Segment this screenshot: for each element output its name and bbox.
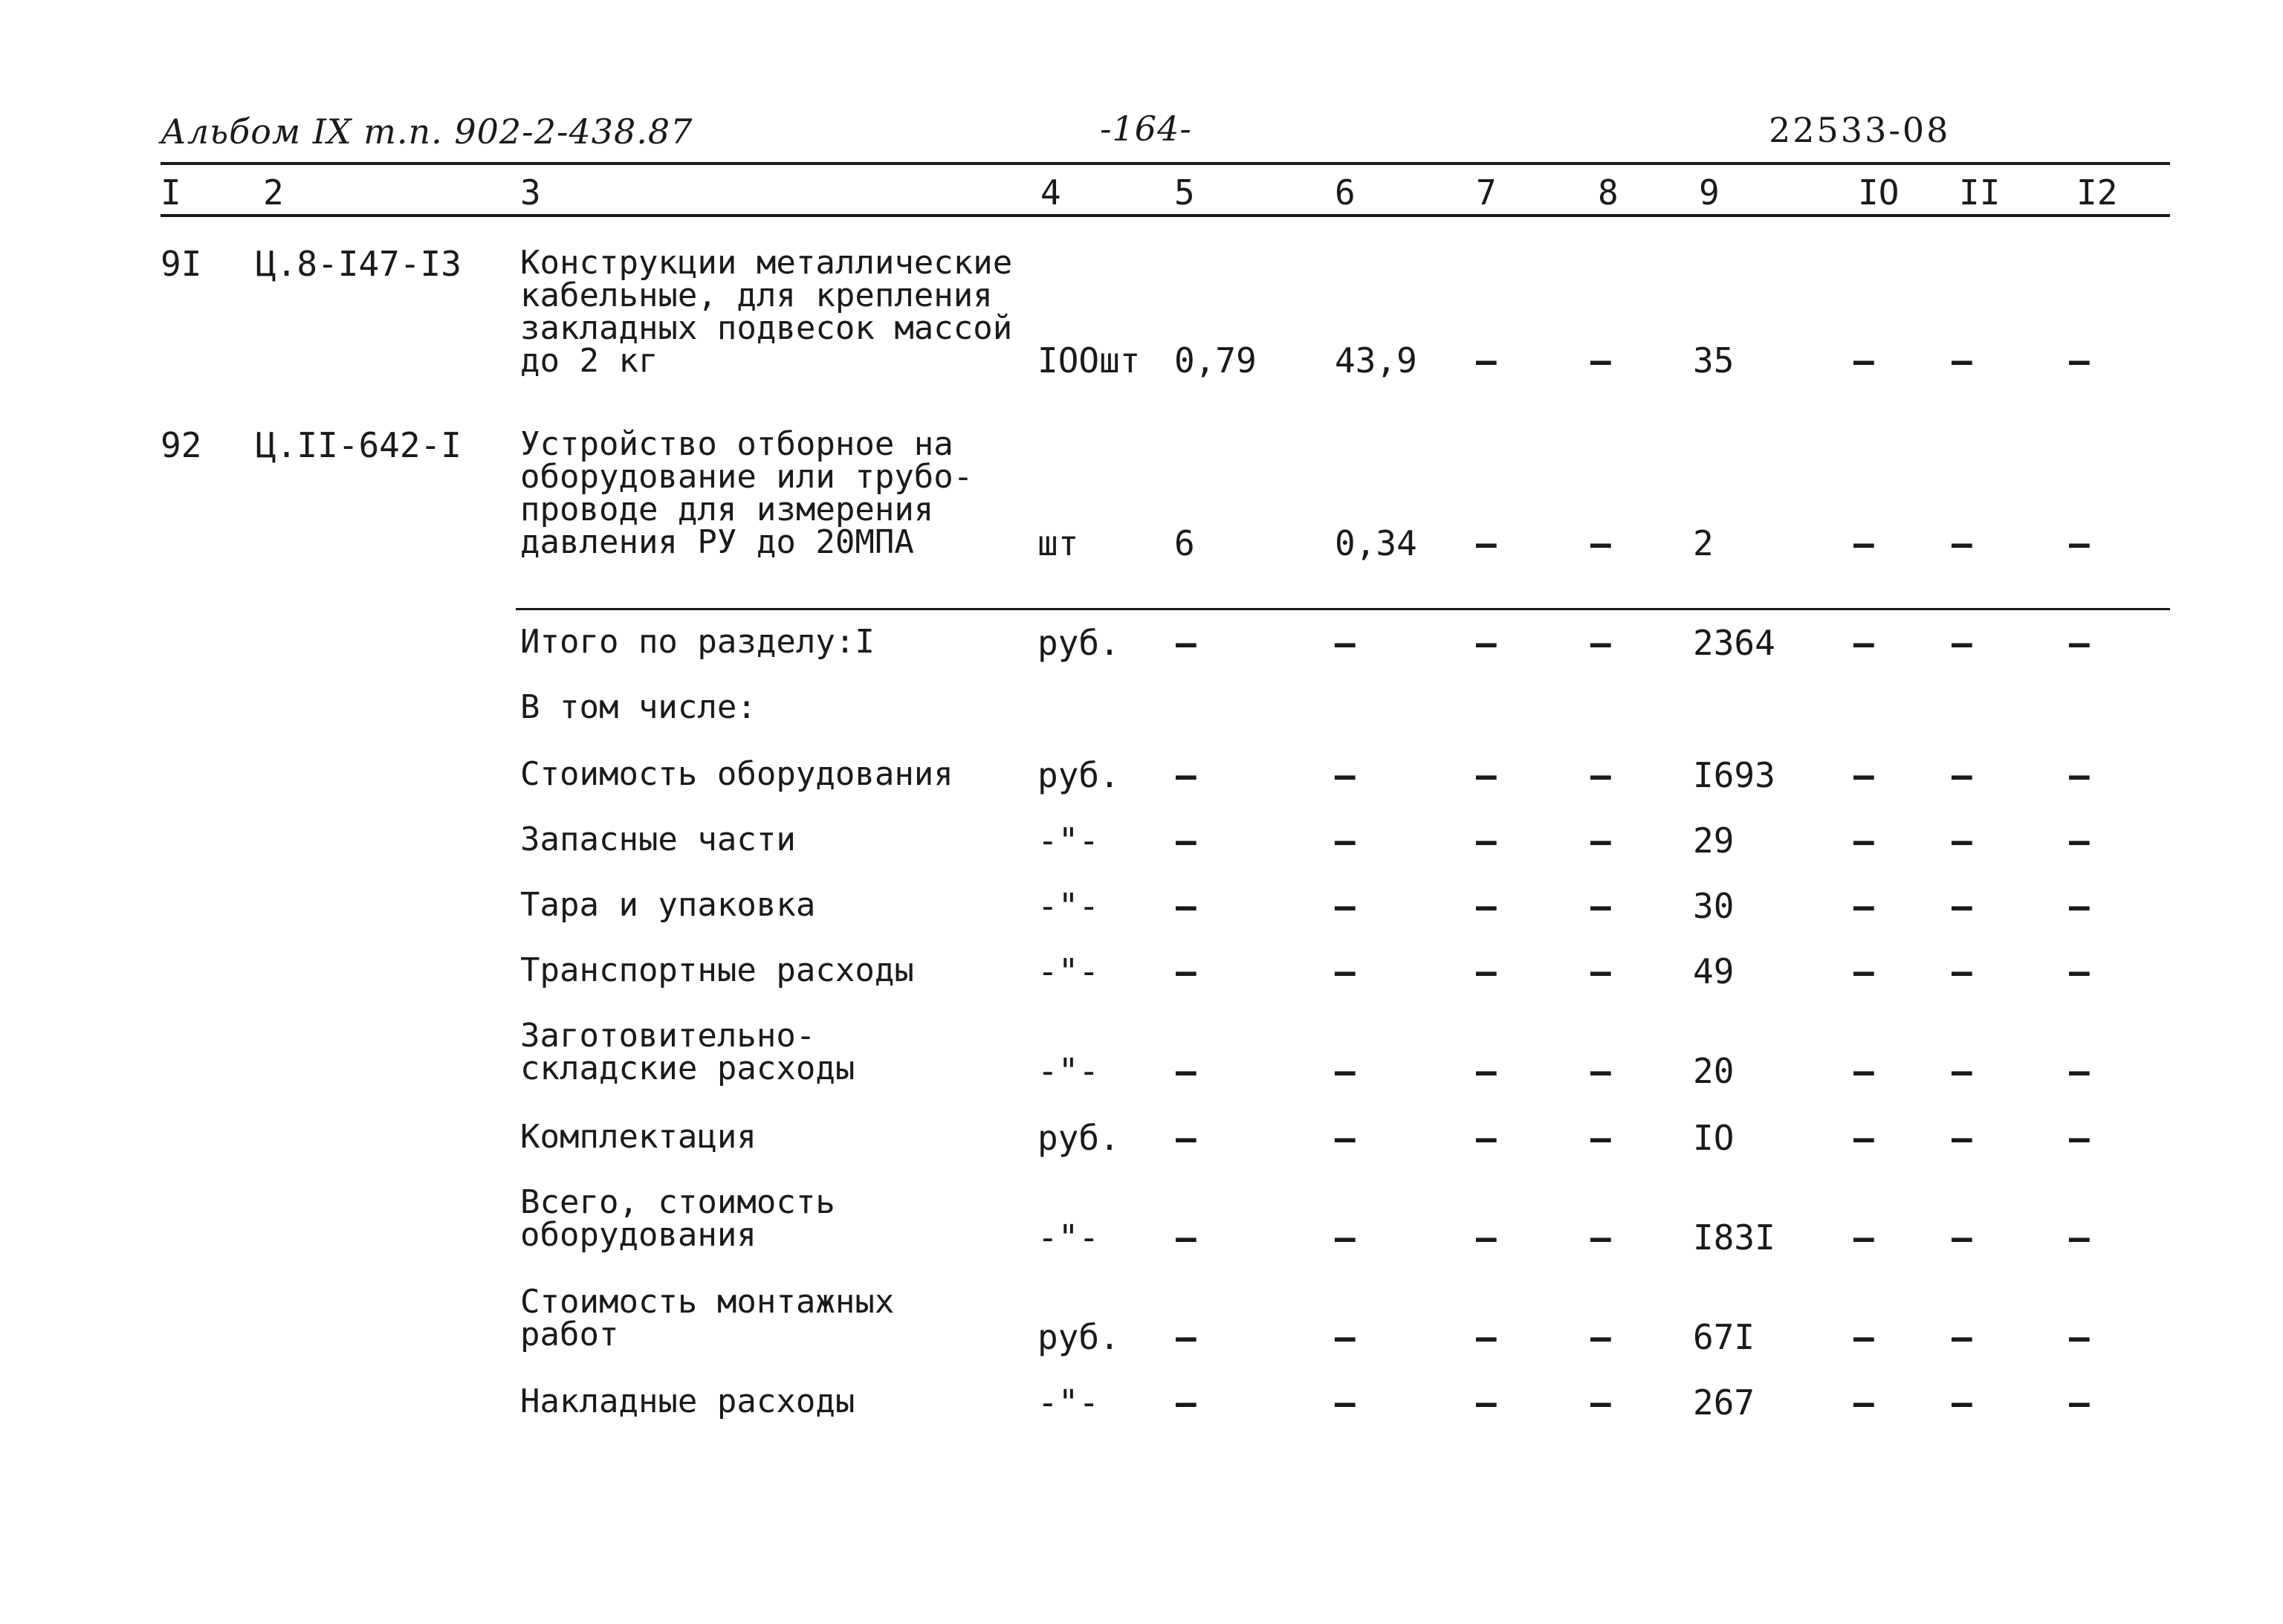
empty-cell <box>2069 1320 2090 1354</box>
empty-cell <box>1952 626 1972 660</box>
empty-cell <box>2069 526 2090 560</box>
summary-label: Всего, стоимость оборудования <box>520 1183 835 1254</box>
empty-cell <box>1590 1320 1611 1354</box>
empty-cell <box>1476 1121 1497 1155</box>
empty-cell <box>1476 889 1497 923</box>
unit: -"- <box>1037 1051 1100 1091</box>
total-cost: 49 <box>1693 951 1735 991</box>
empty-cell <box>1952 526 1972 560</box>
empty-cell <box>1952 889 1972 923</box>
column-number: 5 <box>1174 172 1195 213</box>
empty-cell <box>1176 824 1196 858</box>
empty-cell <box>1590 626 1611 660</box>
empty-cell <box>1335 1385 1356 1420</box>
empty-cell <box>1952 1220 1972 1255</box>
unit: руб. <box>1037 1118 1120 1158</box>
total-cost: 2 <box>1693 523 1714 563</box>
empty-cell <box>1590 343 1611 378</box>
column-number: II <box>1959 172 2001 213</box>
total-cost: 29 <box>1693 821 1735 861</box>
total-cost: 20 <box>1693 1051 1735 1091</box>
column-number: I2 <box>2076 172 2118 213</box>
column-number: 7 <box>1476 172 1497 213</box>
empty-cell <box>2069 758 2090 792</box>
summary-label: Заготовительно- складские расходы <box>520 1017 855 1087</box>
unit: -"- <box>1037 886 1100 926</box>
empty-cell <box>1335 626 1356 660</box>
empty-cell <box>1176 1220 1196 1255</box>
empty-cell <box>1476 758 1497 792</box>
empty-cell <box>2069 889 2090 923</box>
empty-cell <box>1590 758 1611 792</box>
empty-cell <box>1476 824 1497 858</box>
summary-label: Накладные расходы <box>520 1382 855 1420</box>
unit: шт <box>1037 523 1079 563</box>
empty-cell <box>1952 343 1972 378</box>
empty-cell <box>1853 526 1874 560</box>
empty-cell <box>1176 626 1196 660</box>
summary-label: Транспортные расходы <box>520 951 914 989</box>
row-number: 9I <box>161 244 202 284</box>
total-cost: 35 <box>1693 340 1735 381</box>
empty-cell <box>1952 1054 1972 1088</box>
empty-cell <box>1176 889 1196 923</box>
summary-label: Тара и упаковка <box>520 886 816 924</box>
total-cost: 67I <box>1693 1317 1755 1357</box>
column-number: 9 <box>1699 172 1720 213</box>
empty-cell <box>1590 1385 1611 1420</box>
empty-cell <box>2069 954 2090 989</box>
empty-cell <box>1335 954 1356 989</box>
empty-cell <box>1853 1220 1874 1255</box>
empty-cell <box>1853 626 1874 660</box>
empty-cell <box>1853 954 1874 989</box>
empty-cell <box>1853 758 1874 792</box>
empty-cell <box>1853 1385 1874 1420</box>
empty-cell <box>2069 1385 2090 1420</box>
empty-cell <box>1590 1054 1611 1088</box>
price-code: Ц.II-642-I <box>256 425 462 465</box>
empty-cell <box>1476 343 1497 378</box>
empty-cell <box>1952 1385 1972 1420</box>
empty-cell <box>1176 1320 1196 1354</box>
album-reference: Альбом IX т.п. 902-2-438.87 <box>161 111 693 152</box>
empty-cell <box>2069 824 2090 858</box>
empty-cell <box>2069 1054 2090 1088</box>
empty-cell <box>1952 758 1972 792</box>
empty-cell <box>1853 1121 1874 1155</box>
column-header-rule <box>161 214 2170 217</box>
empty-cell <box>1476 1385 1497 1420</box>
section-total-rule <box>516 608 2170 610</box>
summary-label: Итого по разделу:I <box>520 623 875 661</box>
column-number: 6 <box>1335 172 1356 213</box>
empty-cell <box>1590 954 1611 989</box>
unit: -"- <box>1037 1382 1100 1423</box>
unit: -"- <box>1037 951 1100 991</box>
empty-cell <box>2069 343 2090 378</box>
unit: -"- <box>1037 1217 1100 1258</box>
empty-cell <box>1476 1220 1497 1255</box>
empty-cell <box>1335 824 1356 858</box>
empty-cell <box>1176 758 1196 792</box>
unit: руб. <box>1037 755 1120 795</box>
empty-cell <box>1590 1220 1611 1255</box>
summary-label: Стоимость оборудования <box>520 755 953 793</box>
empty-cell <box>1853 1320 1874 1354</box>
row-number: 92 <box>161 425 202 465</box>
empty-cell <box>1176 1121 1196 1155</box>
empty-cell <box>1176 1054 1196 1088</box>
empty-cell <box>1590 889 1611 923</box>
summary-label: Стоимость монтажных работ <box>520 1283 895 1353</box>
unit: руб. <box>1037 623 1120 663</box>
empty-cell <box>1590 824 1611 858</box>
empty-cell <box>1476 526 1497 560</box>
total-cost: 30 <box>1693 886 1735 926</box>
column-number: 2 <box>263 172 284 213</box>
empty-cell <box>2069 1121 2090 1155</box>
empty-cell <box>1335 1220 1356 1255</box>
empty-cell <box>1476 1054 1497 1088</box>
empty-cell <box>1335 889 1356 923</box>
unit: -"- <box>1037 821 1100 861</box>
column-number: 3 <box>520 172 541 213</box>
empty-cell <box>1335 1054 1356 1088</box>
empty-cell <box>1590 1121 1611 1155</box>
empty-cell <box>1476 626 1497 660</box>
unit-price: 43,9 <box>1335 340 1417 381</box>
item-description: Устройство отборное на оборудование или трубо- проводе для измерения давления РУ до 20МПА <box>520 425 974 561</box>
column-number: IO <box>1858 172 1900 213</box>
empty-cell <box>1952 954 1972 989</box>
quantity: 0,79 <box>1174 340 1257 381</box>
page-number: -164- <box>1100 109 1192 149</box>
empty-cell <box>1476 954 1497 989</box>
empty-cell <box>1176 1385 1196 1420</box>
empty-cell <box>1853 824 1874 858</box>
column-number: 8 <box>1598 172 1619 213</box>
item-description: Конструкции металлические кабельные, для крепления закладных подвесок массой до 2 кг <box>520 244 1013 380</box>
unit: IOOшт <box>1037 340 1141 381</box>
empty-cell <box>1176 954 1196 989</box>
column-number: 4 <box>1040 172 1061 213</box>
empty-cell <box>1952 1320 1972 1354</box>
document-code: 22533-08 <box>1769 110 1951 150</box>
total-cost: 267 <box>1693 1382 1755 1423</box>
column-number: I <box>161 172 181 213</box>
empty-cell <box>1590 526 1611 560</box>
empty-cell <box>1952 1121 1972 1155</box>
price-code: Ц.8-I47-I3 <box>256 244 462 284</box>
summary-label: В том числе: <box>520 688 757 726</box>
total-cost: I693 <box>1693 755 1775 795</box>
quantity: 6 <box>1174 523 1195 563</box>
total-cost: 2364 <box>1693 623 1775 663</box>
total-cost: IO <box>1693 1118 1735 1158</box>
empty-cell <box>1335 1320 1356 1354</box>
summary-label: Комплектация <box>520 1118 757 1156</box>
summary-label: Запасные части <box>520 821 796 858</box>
empty-cell <box>1853 889 1874 923</box>
empty-cell <box>1853 1054 1874 1088</box>
header-rule <box>161 162 2170 165</box>
empty-cell <box>2069 1220 2090 1255</box>
total-cost: I83I <box>1693 1217 1775 1258</box>
unit-price: 0,34 <box>1335 523 1417 563</box>
empty-cell <box>2069 626 2090 660</box>
empty-cell <box>1335 758 1356 792</box>
empty-cell <box>1952 824 1972 858</box>
empty-cell <box>1335 1121 1356 1155</box>
empty-cell <box>1853 343 1874 378</box>
unit: руб. <box>1037 1317 1120 1357</box>
empty-cell <box>1476 1320 1497 1354</box>
